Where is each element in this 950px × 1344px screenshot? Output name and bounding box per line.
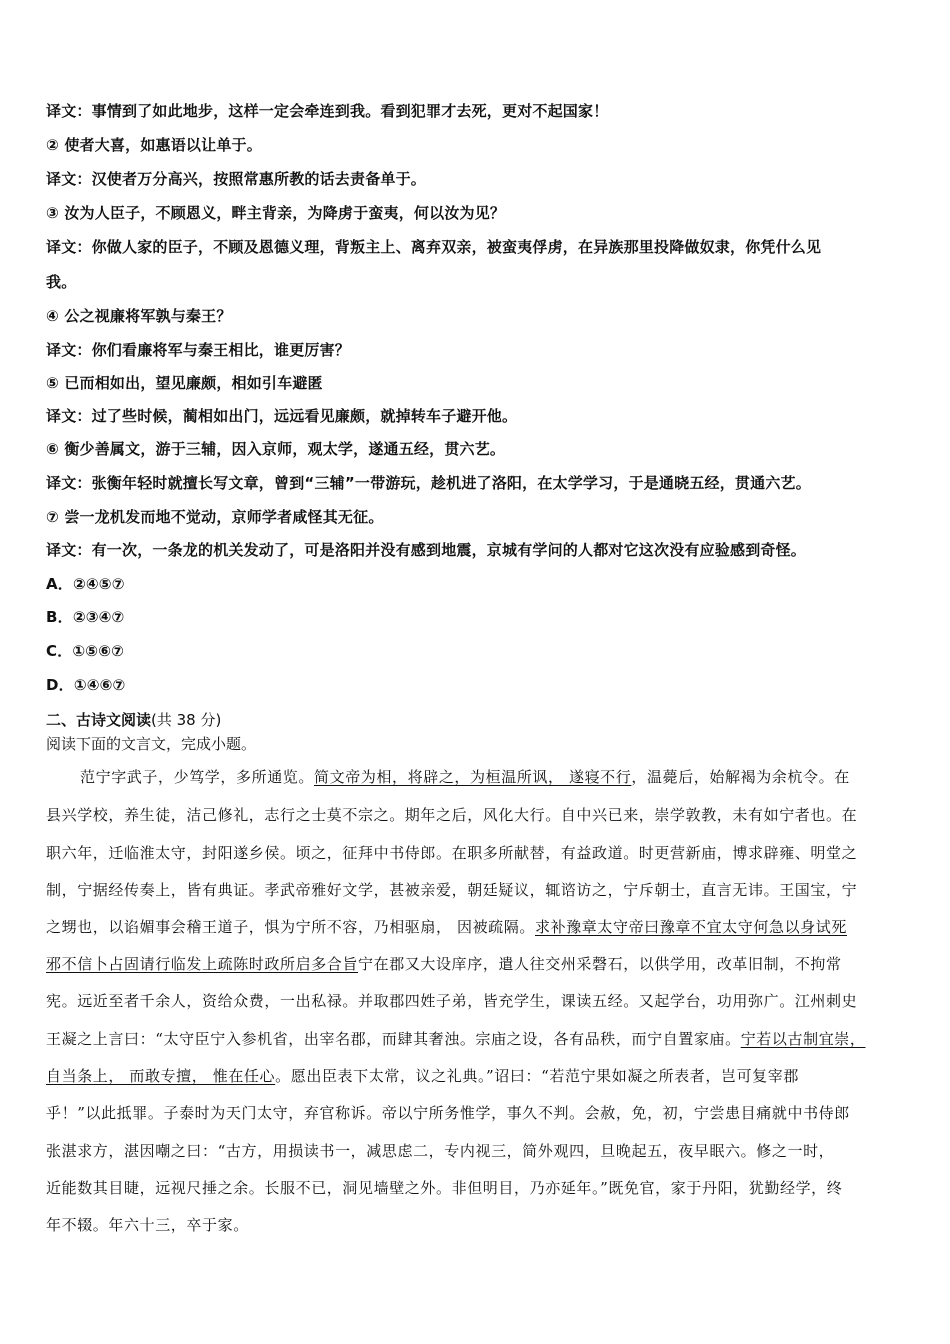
translation-line: 译文：你做人家的臣子，不顾及恩德义理，背叛主上、离弃双亲，被蛮夷俘虏，在异族那里投降做奴隶，你凭什么见 <box>46 238 822 256</box>
passage-line: 张湛求方，湛因嘲之曰：“古方，用损读书一，减思虑二，专内视三，简外观四，旦晚起五，夜早眠六。修之一时， <box>46 1142 835 1160</box>
underlined-sentence: 宁若以古制宜崇， <box>740 1030 866 1048</box>
passage-line <box>46 954 906 974</box>
translation-line: 译文：过了些时候，蔺相如出门，远远看见廉颇，就掉转车子避开他。 <box>46 407 518 425</box>
passage-line: 职六年，迁临淮太守，封阳遂乡侯。顷之，征拜中书侍郎。在职多所献替，有益政道。时更营新庙，博求辟雍、明堂之 <box>46 844 858 862</box>
translation-line: 译文：你们看廉将军与秦王相比，谁更厉害？ <box>46 341 351 359</box>
translation-line: 译文：有一次，一条龙的机关发动了，可是洛阳并没有感到地震，京城有学问的人都对它这次没有应验感到奇怪。 <box>46 541 807 559</box>
sentence-line: ⑤ 已而相如出，望见廉颇，相如引车避匿 <box>46 374 323 392</box>
underlined-sentence: 自当条上， 而敢专擅， 惟在任心 <box>46 1067 276 1085</box>
passage-text: 范宁字武子，少笃学，多所通览。 <box>80 768 315 786</box>
sentence-line: ③ 汝为人臣子，不顾恩义，畔主背亲，为降虏于蛮夷，何以汝为见？ <box>46 204 506 222</box>
passage-line <box>46 1029 906 1049</box>
passage-line <box>80 767 906 787</box>
section-instruction: 阅读下面的文言文，完成小题。 <box>46 735 257 753</box>
passage-line: 县兴学校，养生徒，洁己修礼，志行之士莫不宗之。期年之后，风化大行。自中兴已来，崇学敦教，未有如宁者也。在 <box>46 806 858 824</box>
option-c: C．①⑤⑥⑦ <box>46 642 125 660</box>
passage-line: 宪。远近至者千余人，资给众费，一出私禄。并取郡四姓子弟，皆充学生，课读五经。又起学台，功用弥广。江州刺史 <box>46 992 858 1010</box>
sentence-line: ④ 公之视廉将军孰与秦王？ <box>46 307 232 325</box>
translation-line: 译文：事情到了如此地步，这样一定会牵连到我。看到犯罪才去死，更对不起国家！ <box>46 102 609 120</box>
option-a: A．②④⑤⑦ <box>46 575 125 593</box>
option-b: B．②③④⑦ <box>46 608 125 626</box>
passage-text: ，温薨后，始解褐为余杭令。在 <box>631 768 850 786</box>
passage-line: 制，宁据经传奏上，皆有典证。孝武帝雅好文学，甚被亲爱，朝廷疑议，辄谘访之，宁斥朝士，直言无讳。王国宝，宁 <box>46 881 858 899</box>
underlined-sentence: 求补豫章太守帝曰豫章不宜太守何急以身试死 <box>534 918 847 936</box>
option-d: D．①④⑥⑦ <box>46 676 126 694</box>
sentence-line: ② 使者大喜，如惠语以让单于。 <box>46 136 262 154</box>
section-score: (共 38 分) <box>151 711 222 729</box>
passage-line: 近能数其目睫，远视尺捶之余。长服不已，洞见墙壁之外。非但明目，乃亦延年。”既免官，家于丹阳，犹勤经学，终 <box>46 1179 843 1197</box>
sentence-line: ⑥ 衡少善属文，游于三辅，因入京师，观太学，遂通五经，贯六艺。 <box>46 440 506 458</box>
passage-text: 之甥也，以谄媚事会稽王道子，惧为宁所不容，乃相驱扇， 因被疏隔。 <box>46 918 535 936</box>
passage-text: 王凝之上言曰：“太守臣宁入参机省，出宰名郡，而肆其奢浊。宗庙之设，各有品秩，而宁自置家庙。 <box>46 1030 741 1048</box>
passage-line: 年不辍。年六十三，卒于家。 <box>46 1216 249 1234</box>
passage-line <box>46 917 906 937</box>
passage-line: 乎！”以此抵罪。子泰时为天门太守，弃官称诉。帝以宁所务惟学，事久不判。会赦，免，初，宁尝患目痛就中书侍郎 <box>46 1104 850 1122</box>
translation-line-continued: 我。 <box>46 273 77 291</box>
passage-line <box>46 1066 906 1086</box>
translation-line: 译文：汉使者万分高兴，按照常惠所教的话去责备单于。 <box>46 170 427 188</box>
underlined-sentence: 简文帝为相，将辟之，为桓温所讽， 遂寝不行 <box>314 768 632 786</box>
translation-line: 译文：张衡年轻时就擅长写文章，曾到“三辅”一带游玩，趁机进了洛阳，在太学学习，于是通晓五经，贯通六艺。 <box>46 474 811 492</box>
sentence-line: ⑦ 尝一龙机发而地不觉动，京师学者咸怪其无征。 <box>46 508 384 526</box>
passage-text: 宁在郡又大设庠序，遣人往交州采磬石，以供学用，改革旧制，不拘常 <box>358 955 842 973</box>
underlined-sentence: 邪不信卜占固请行临发上疏陈时政所启多合旨 <box>46 955 359 973</box>
section-title: 二、古诗文阅读 <box>46 711 152 729</box>
passage-text: 。愿出臣表下太常，议之礼典。”诏曰：“若范宁果如凝之所表者，岂可复宰郡 <box>275 1067 799 1085</box>
section-heading <box>46 710 221 730</box>
